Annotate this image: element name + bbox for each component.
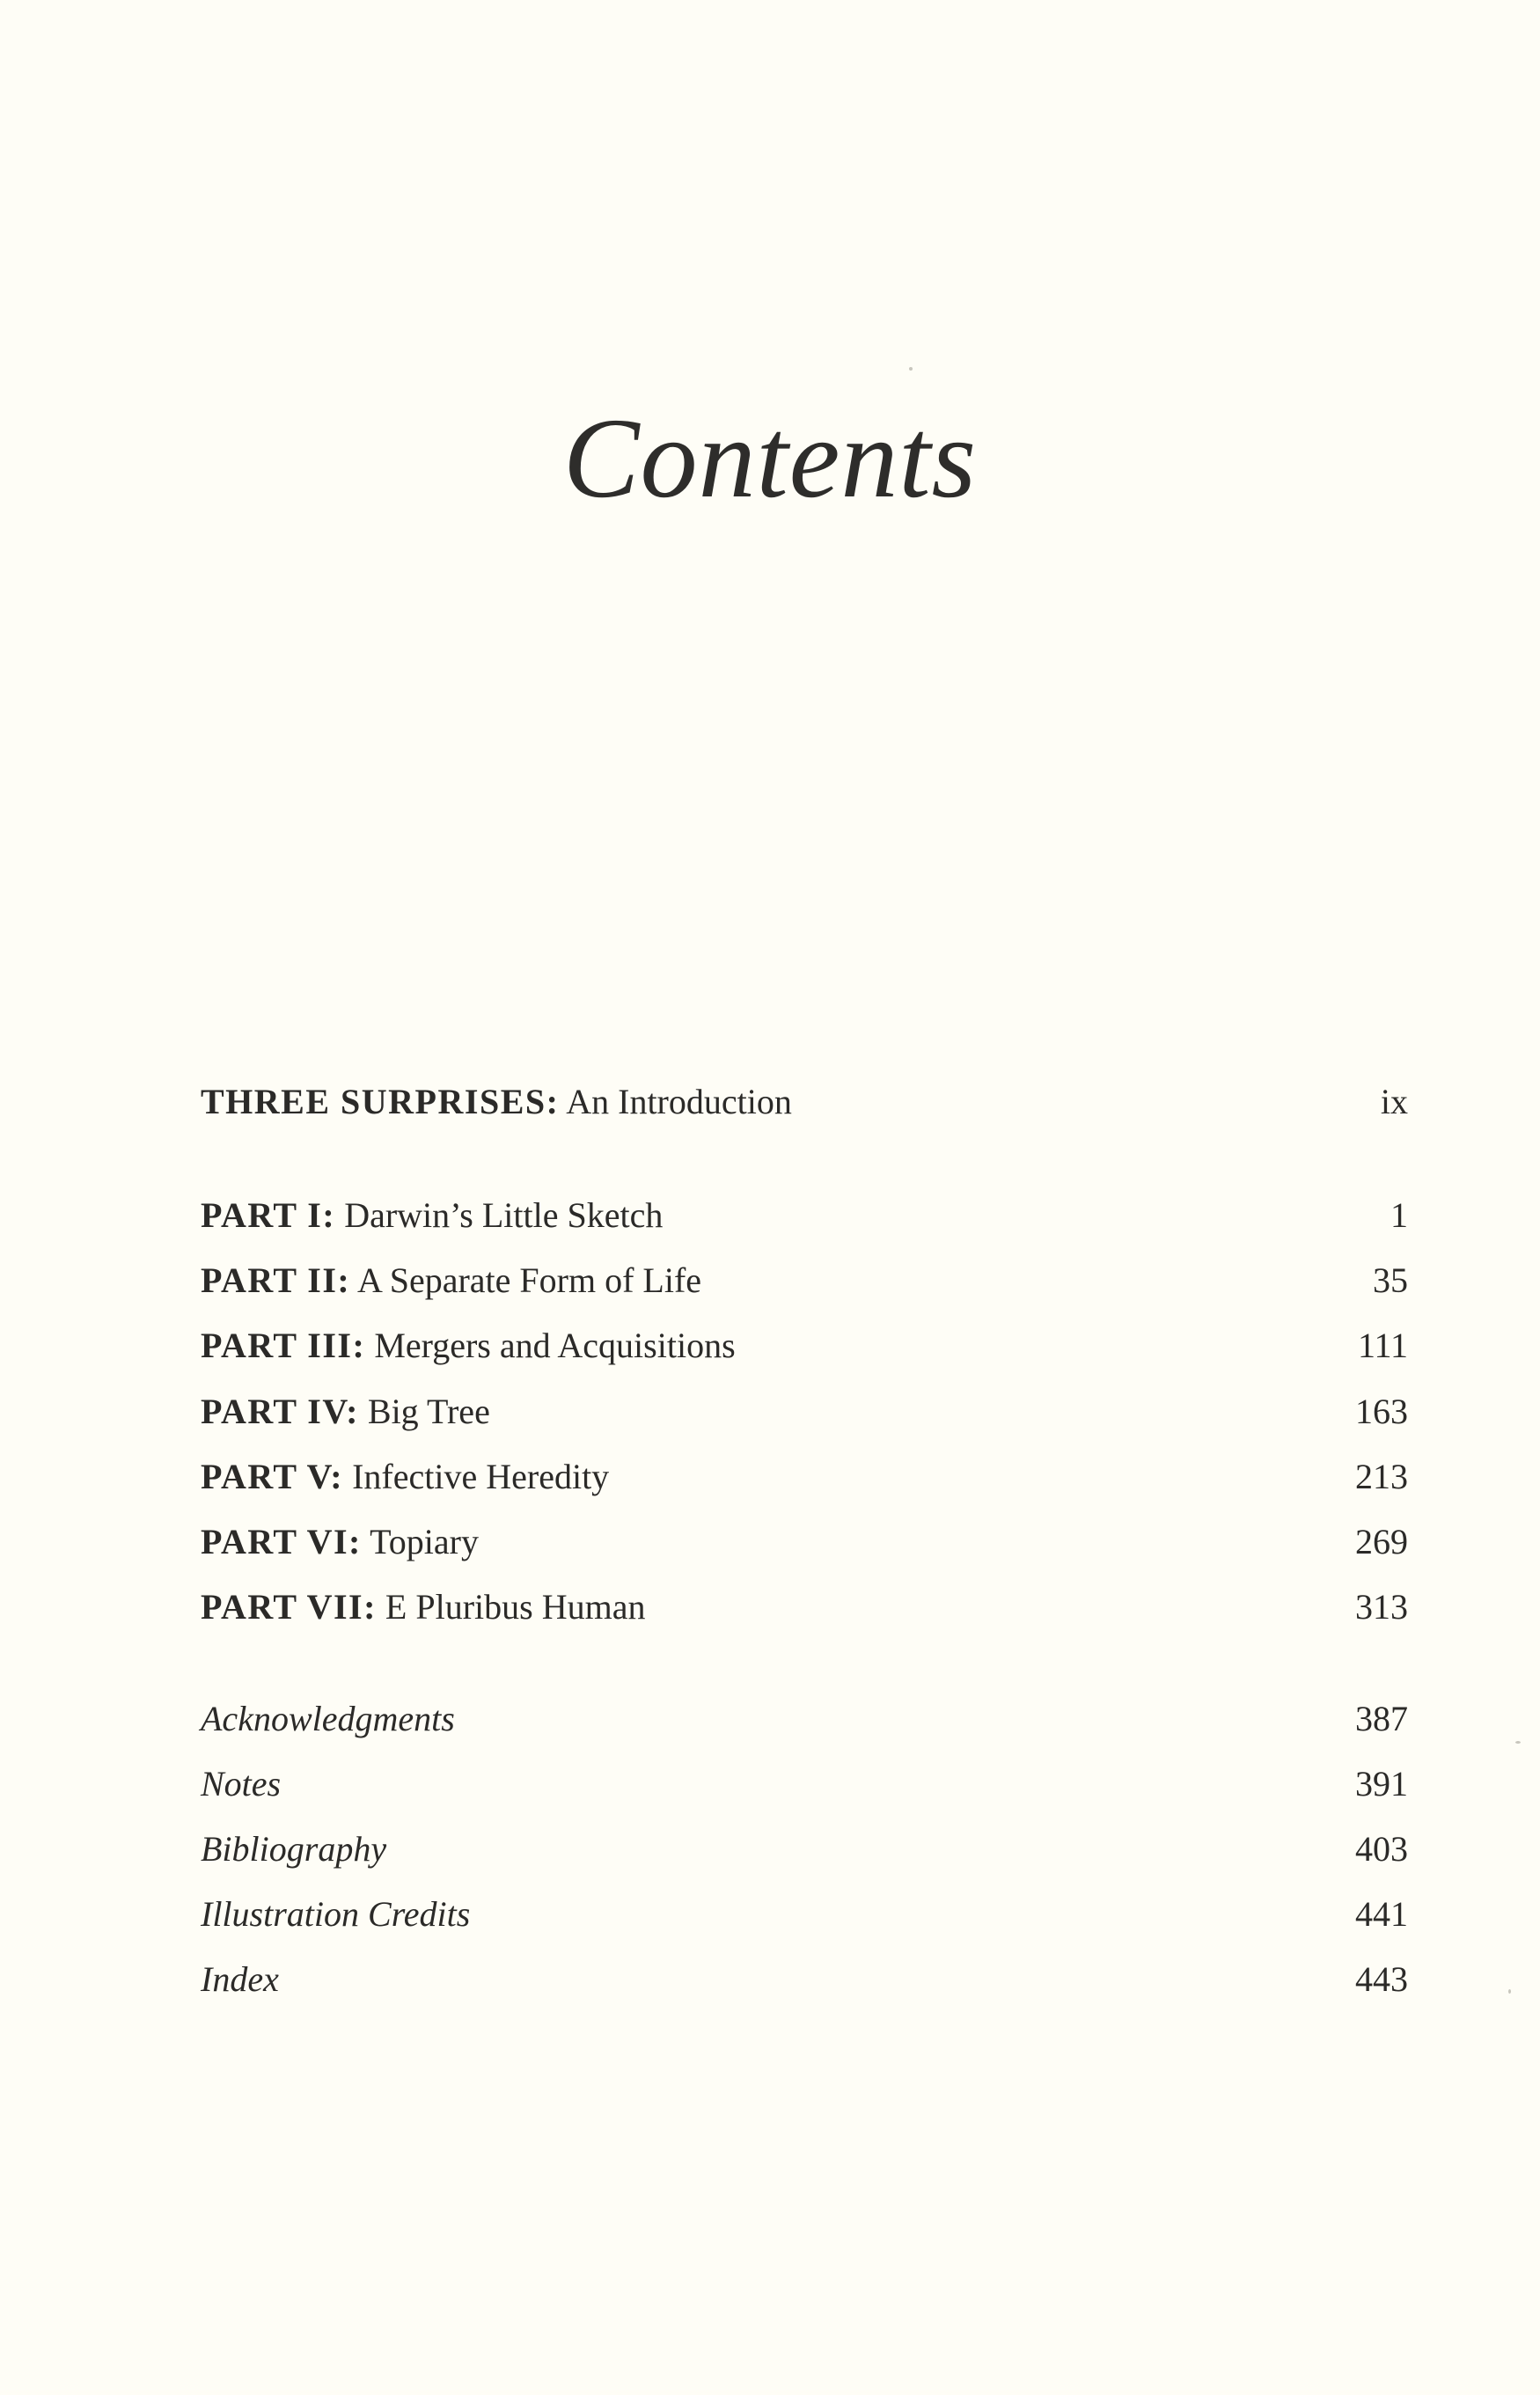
toc-entry-illustration-credits[interactable]: [201, 1894, 1408, 1934]
toc-entry-part-1[interactable]: [201, 1195, 1408, 1235]
toc-entry-label: [201, 1587, 646, 1627]
toc-entry-prefix: PART II:: [201, 1260, 351, 1300]
toc-entry-page-number: 441: [1355, 1894, 1408, 1934]
toc-entry-title: Index: [201, 1959, 279, 1999]
toc-entry-label: [201, 1524, 479, 1560]
toc-entry-title: Acknowledgments: [201, 1699, 455, 1738]
toc-entry-title: E Pluribus Human: [385, 1587, 646, 1627]
toc-entry-title: Infective Heredity: [352, 1457, 610, 1496]
toc-entry-prefix: THREE SURPRISES:: [201, 1082, 560, 1121]
toc-entry-part-5[interactable]: [201, 1459, 1408, 1495]
toc-entry-page-number: 403: [1355, 1829, 1408, 1869]
toc-entry-prefix: PART VII:: [201, 1587, 377, 1627]
scan-speck: [909, 367, 913, 371]
toc-entry-bibliography[interactable]: [201, 1829, 1408, 1869]
toc-entry-page-number: 213: [1355, 1457, 1408, 1496]
toc-entry-introduction[interactable]: [201, 1084, 1408, 1120]
toc-entry-title: A Separate Form of Life: [357, 1260, 702, 1300]
toc-entry-title: An Introduction: [566, 1082, 792, 1121]
toc-entry-title: Notes: [201, 1764, 282, 1804]
toc-entry-part-3[interactable]: [201, 1328, 1408, 1363]
toc-entry-page-number: ix: [1380, 1082, 1408, 1121]
toc-entry-page-number: 35: [1373, 1260, 1408, 1300]
toc-entry-page-number: 313: [1355, 1587, 1408, 1627]
toc-entry-prefix: PART VI:: [201, 1522, 362, 1561]
toc-entry-prefix: PART IV:: [201, 1392, 359, 1431]
toc-entry-label: [201, 1328, 736, 1363]
toc-entry-page-number: 387: [1355, 1699, 1408, 1738]
toc-entry-label: [201, 1084, 792, 1120]
toc-entry-title: Big Tree: [367, 1392, 490, 1431]
toc-entry-prefix: PART V:: [201, 1457, 344, 1496]
toc-entry-title: Bibliography: [201, 1829, 387, 1869]
toc-entry-index[interactable]: [201, 1959, 1408, 1999]
toc-entry-page-number: 1: [1390, 1195, 1408, 1235]
toc-entry-prefix: PART III:: [201, 1326, 366, 1365]
toc-entry-part-7[interactable]: [201, 1587, 1408, 1627]
toc-entry-label: [201, 1459, 609, 1495]
toc-entry-notes[interactable]: [201, 1764, 1408, 1804]
scan-speck: [1508, 1989, 1511, 1994]
toc-entry-page-number: 269: [1355, 1522, 1408, 1561]
toc-entry-title: Mergers and Acquisitions: [374, 1326, 736, 1365]
toc-entry-part-6[interactable]: [201, 1524, 1408, 1560]
toc-entry-label: [201, 1260, 702, 1300]
toc-entry-page-number: 443: [1355, 1959, 1408, 1999]
page-title: Contents: [562, 395, 978, 522]
toc-entry-part-2[interactable]: [201, 1260, 1408, 1300]
scan-speck: [1515, 1741, 1521, 1744]
toc-entry-prefix: PART I:: [201, 1195, 336, 1235]
toc-entry-label: [201, 1394, 490, 1429]
toc-entry-acknowledgments[interactable]: [201, 1701, 1408, 1737]
toc-entry-title: Darwin’s Little Sketch: [344, 1195, 664, 1235]
toc-entry-page-number: 391: [1355, 1764, 1408, 1804]
toc-entry-part-4[interactable]: [201, 1394, 1408, 1429]
toc-entry-page-number: 111: [1357, 1326, 1408, 1365]
toc-entry-title: Topiary: [370, 1522, 479, 1561]
toc-entry-label: [201, 1195, 664, 1235]
toc-entry-title: Illustration Credits: [201, 1894, 471, 1934]
toc-entry-page-number: 163: [1355, 1392, 1408, 1431]
